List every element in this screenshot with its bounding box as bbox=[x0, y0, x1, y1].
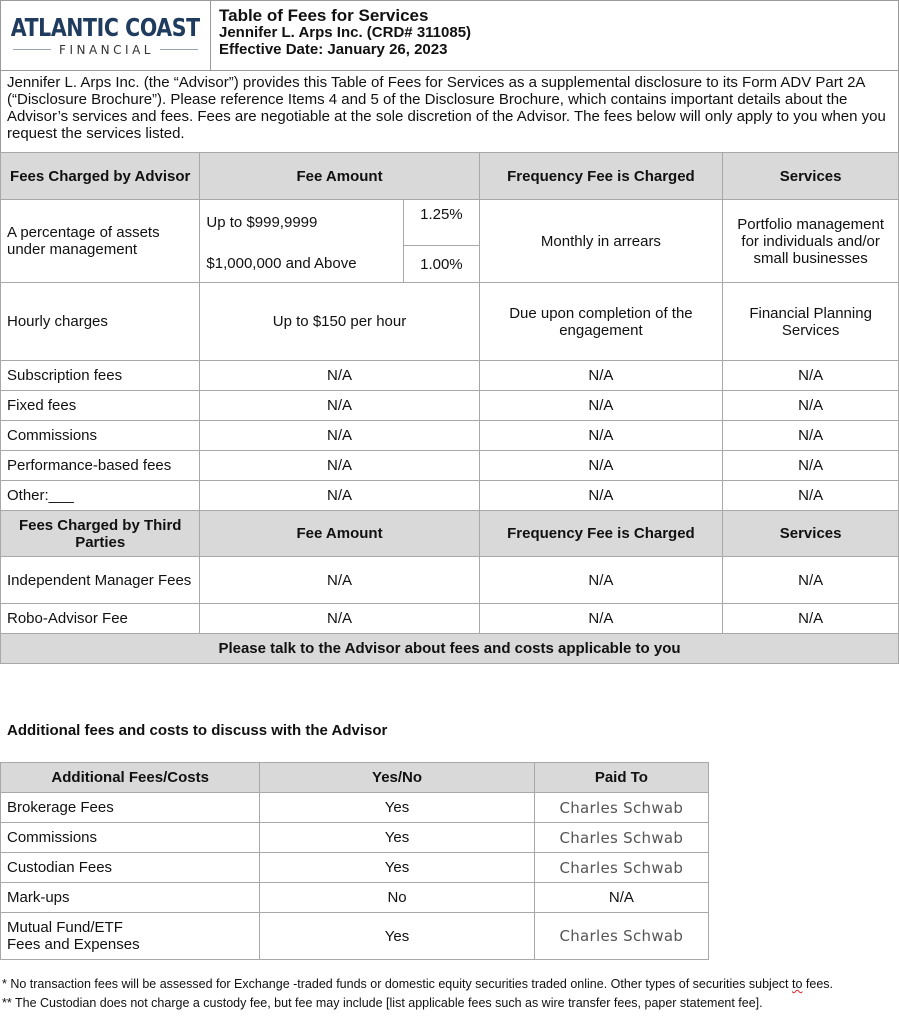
header-fee-amount: Fee Amount bbox=[200, 511, 479, 557]
company-logo bbox=[1, 1, 211, 70]
aum-tier-2-rate: 1.00% bbox=[404, 246, 479, 283]
row-label: Independent Manager Fees bbox=[1, 557, 200, 604]
advisor-header-row bbox=[1, 153, 899, 200]
table-row bbox=[1, 421, 899, 451]
table-row bbox=[1, 883, 709, 913]
row-amount: N/A bbox=[200, 361, 479, 391]
row-frequency: N/A bbox=[479, 361, 723, 391]
row-amount: N/A bbox=[200, 391, 479, 421]
row-services: N/A bbox=[723, 557, 899, 604]
table-row bbox=[1, 557, 899, 604]
advisor-note: Please talk to the Advisor about fees and costs applicable to you bbox=[1, 634, 899, 664]
item-yes-no: Yes bbox=[260, 823, 534, 853]
hourly-services: Financial Planning Services bbox=[723, 283, 899, 361]
firm-name: Jennifer L. Arps Inc. (CRD# 311085) bbox=[219, 24, 472, 41]
row-label: Robo-Advisor Fee bbox=[1, 604, 200, 634]
row-services: N/A bbox=[723, 451, 899, 481]
logo-rule-right bbox=[160, 49, 198, 50]
header-fees-charged-by-third-parties: Fees Charged by Third Parties bbox=[1, 511, 200, 557]
item-paid-to: Charles Schwab bbox=[534, 793, 708, 823]
aum-services: Portfolio management for individuals and/or small businesses bbox=[723, 200, 899, 283]
row-frequency: N/A bbox=[479, 481, 723, 511]
footnote-1 bbox=[2, 977, 833, 991]
row-services: N/A bbox=[723, 421, 899, 451]
header-fee-amount: Fee Amount bbox=[200, 153, 479, 200]
row-amount: N/A bbox=[200, 604, 479, 634]
advisor-note-row bbox=[1, 634, 899, 664]
aum-label: A percentage of assets under management bbox=[1, 200, 200, 283]
row-amount: N/A bbox=[200, 421, 479, 451]
header-frequency: Frequency Fee is Charged bbox=[479, 511, 723, 557]
item-label bbox=[1, 913, 260, 960]
additional-header-row bbox=[1, 763, 709, 793]
row-frequency: N/A bbox=[479, 451, 723, 481]
table-row-hourly bbox=[1, 283, 899, 361]
item-paid-to: N/A bbox=[534, 883, 708, 913]
aum-frequency: Monthly in arrears bbox=[479, 200, 723, 283]
table-row bbox=[1, 451, 899, 481]
row-services: N/A bbox=[723, 391, 899, 421]
table-row bbox=[1, 481, 899, 511]
item-paid-to: Charles Schwab bbox=[534, 823, 708, 853]
table-row bbox=[1, 913, 709, 960]
item-label: Brokerage Fees bbox=[1, 793, 260, 823]
row-label: Performance-based fees bbox=[1, 451, 200, 481]
table-row bbox=[1, 853, 709, 883]
header-paid-to: Paid To bbox=[534, 763, 708, 793]
intro-paragraph: Jennifer L. Arps Inc. (the “Advisor”) provides this Table of Fees for Services as a supplemental disclosure to its Form ADV Part 2A (“Disclosure Brochure”). Please reference Items 4 and 5 of the Disclosure Brochure, which contains important details about the Advisor’s services and fees. Fees are negotiable at the sole discretion of the Advisor. The fees below will only apply to you when you request the services listed. bbox=[0, 70, 899, 157]
header-fees-charged-by-advisor: Fees Charged by Advisor bbox=[1, 153, 200, 200]
hourly-frequency: Due upon completion of the engagement bbox=[479, 283, 723, 361]
item-paid-to: Charles Schwab bbox=[534, 913, 708, 960]
document-title: Table of Fees for Services bbox=[219, 6, 429, 25]
table-row bbox=[1, 604, 899, 634]
logo-rule-left bbox=[13, 49, 51, 50]
table-row bbox=[1, 823, 709, 853]
item-paid-to: Charles Schwab bbox=[534, 853, 708, 883]
row-label: Subscription fees bbox=[1, 361, 200, 391]
row-amount: N/A bbox=[200, 557, 479, 604]
row-label: Other:___ bbox=[1, 481, 200, 511]
header-services: Services bbox=[723, 153, 899, 200]
row-services: N/A bbox=[723, 361, 899, 391]
row-services: N/A bbox=[723, 604, 899, 634]
item-label: Mark-ups bbox=[1, 883, 260, 913]
table-row bbox=[1, 391, 899, 421]
item-yes-no: Yes bbox=[260, 853, 534, 883]
row-label: Fixed fees bbox=[1, 391, 200, 421]
additional-fees-title: Additional fees and costs to discuss with the Advisor bbox=[7, 722, 388, 739]
header-services: Services bbox=[723, 511, 899, 557]
logo-sub bbox=[13, 43, 198, 57]
row-frequency: N/A bbox=[479, 391, 723, 421]
item-yes-no: No bbox=[260, 883, 534, 913]
table-row bbox=[1, 361, 899, 391]
logo-main-text: ATLANTIC COAST bbox=[11, 12, 200, 42]
row-frequency: N/A bbox=[479, 421, 723, 451]
header-yes-no: Yes/No bbox=[260, 763, 534, 793]
item-yes-no: Yes bbox=[260, 793, 534, 823]
item-yes-no: Yes bbox=[260, 913, 534, 960]
third-party-header-row bbox=[1, 511, 899, 557]
item-label-text: Mutual Fund/ETF Fees and Expenses bbox=[7, 919, 140, 953]
table-row-aum bbox=[1, 200, 899, 246]
row-frequency: N/A bbox=[479, 557, 723, 604]
header-additional-fees: Additional Fees/Costs bbox=[1, 763, 260, 793]
footnote-1-text: * No transaction fees will be assessed for Exchange -traded funds or domestic equity securities traded online. Other types of securities subject bbox=[2, 977, 792, 991]
aum-tier-1-range: Up to $999,9999 bbox=[200, 200, 404, 246]
title-block bbox=[211, 1, 471, 70]
row-amount: N/A bbox=[200, 451, 479, 481]
hourly-label: Hourly charges bbox=[1, 283, 200, 361]
aum-tier-1-rate: 1.25% bbox=[404, 200, 479, 246]
item-label: Custodian Fees bbox=[1, 853, 260, 883]
additional-fees-table bbox=[0, 762, 709, 960]
hourly-amount: Up to $150 per hour bbox=[200, 283, 479, 361]
aum-tier-2-range: $1,000,000 and Above bbox=[200, 246, 404, 283]
spellcheck-flag: to bbox=[791, 977, 803, 991]
document-header bbox=[0, 0, 899, 71]
logo-sub-text: FINANCIAL bbox=[59, 42, 154, 57]
fees-table bbox=[0, 152, 899, 664]
effective-date: Effective Date: January 26, 2023 bbox=[219, 41, 448, 58]
row-label: Commissions bbox=[1, 421, 200, 451]
table-row bbox=[1, 793, 709, 823]
footnote-2: ** The Custodian does not charge a custody fee, but fee may include [list applicable fees such as wire transfer fees, paper statement fee]. bbox=[2, 996, 763, 1010]
header-frequency: Frequency Fee is Charged bbox=[479, 153, 723, 200]
row-services: N/A bbox=[723, 481, 899, 511]
row-amount: N/A bbox=[200, 481, 479, 511]
item-label: Commissions bbox=[1, 823, 260, 853]
footnote-1-end: fees. bbox=[802, 977, 833, 991]
row-frequency: N/A bbox=[479, 604, 723, 634]
